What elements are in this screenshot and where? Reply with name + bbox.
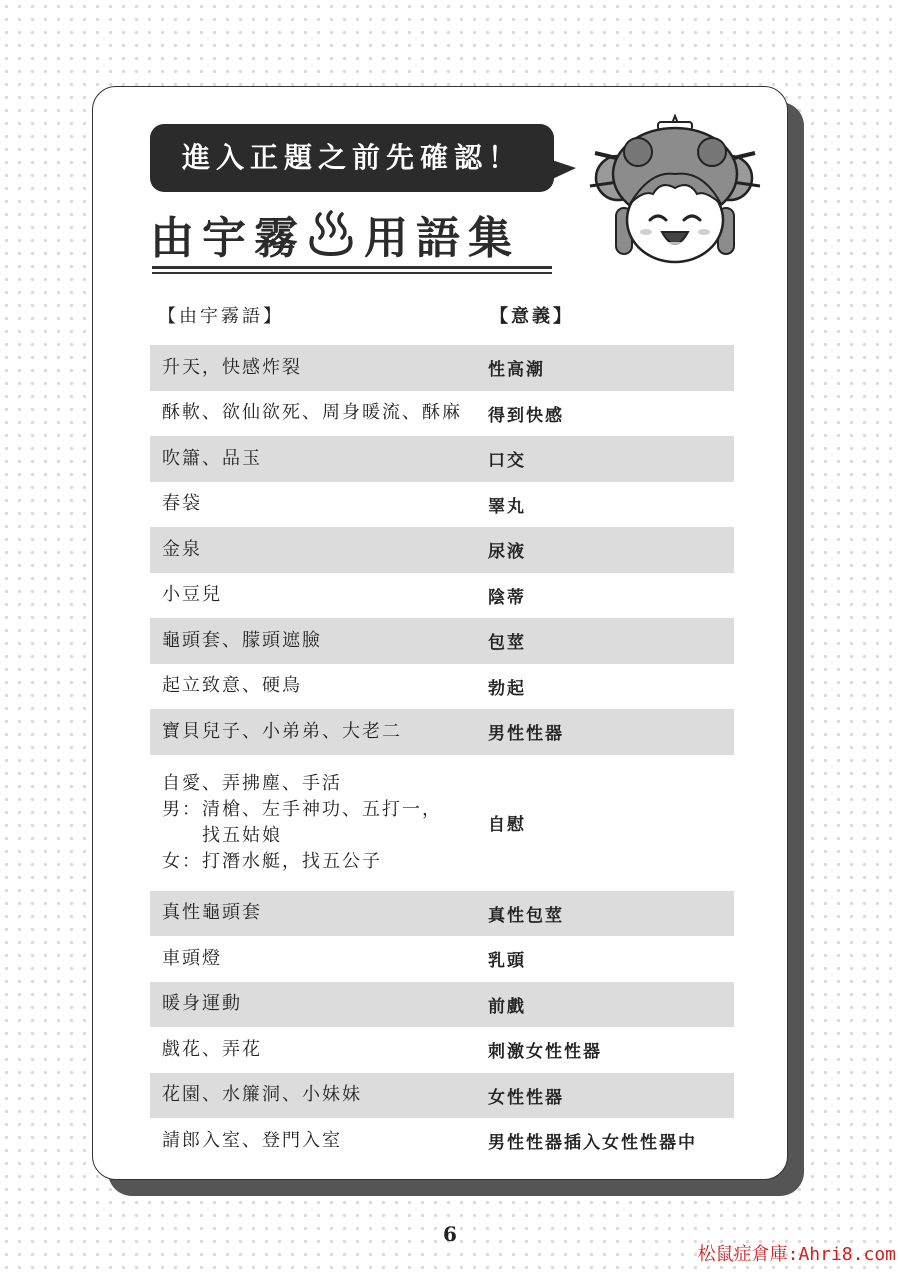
meaning-cell: 陰蒂 [488,587,526,608]
hot-spring-icon [306,210,356,258]
table-row [150,1027,734,1073]
meaning-cell: 睪丸 [488,496,526,517]
table-row [150,527,734,573]
term-cell: 車頭燈 [162,947,222,969]
meaning-cell: 刺激女性性器 [488,1042,602,1063]
meaning-cell: 性高潮 [488,360,545,381]
meaning-cell: 女性性器 [488,1087,564,1108]
speech-bubble-tail [546,158,576,182]
table-row [150,755,734,891]
column-header-term: 【由宇霧語】 [158,306,284,327]
meaning-cell: 男性性器 [488,724,564,745]
table-row [150,1118,734,1164]
meaning-cell: 包莖 [488,633,526,654]
glossary-table [150,345,734,1164]
table-row [150,482,734,528]
table-row [150,709,734,755]
term-cell: 小豆兒 [162,584,222,606]
table-row [150,436,734,482]
title-part-2: 用語集 [364,213,520,264]
watermark-text: 松鼠症倉庫:Ahri8.com [697,1244,896,1265]
term-cell: 戲花、弄花 [162,1038,262,1060]
meaning-cell: 自慰 [488,815,526,835]
term-cell: 暖身運動 [162,993,242,1015]
term-cell: 起立致意、硬鳥 [162,675,302,697]
page-number: 6 [443,1222,457,1246]
title-underline-thick [152,266,552,269]
meaning-cell: 得到快感 [488,405,564,426]
table-row [150,391,734,437]
table-header [150,302,734,326]
meaning-cell: 前戲 [488,996,526,1017]
speech-bubble: 進入正題之前先確認！ [150,124,554,192]
title-part-1: 由宇霧 [150,213,306,264]
term-cell: 金泉 [162,538,202,560]
column-header-meaning: 【意義】 [490,306,574,327]
table-row [150,573,734,619]
term-cell: 吹簫、品玉 [162,447,262,469]
term-cell: 請郎入室、登門入室 [162,1129,342,1151]
table-row [150,1073,734,1119]
page-title [150,206,560,262]
term-cell: 酥軟、欲仙欲死、周身暖流、酥麻 [162,402,462,424]
term-cell: 寶貝兒子、小弟弟、大老二 [162,720,402,742]
table-row [150,982,734,1028]
meaning-cell: 尿液 [488,542,526,563]
table-row [150,345,734,391]
mascot-character-illustration [580,108,770,278]
meaning-cell: 乳頭 [488,951,526,972]
table-row [150,618,734,664]
title-underline-thin [152,272,552,274]
table-row [150,891,734,937]
term-cell: 升天，快感炸裂 [162,356,302,378]
term-cell: 春袋 [162,493,202,515]
term-cell: 花園、水簾洞、小妹妹 [162,1084,362,1106]
meaning-cell: 口交 [488,451,526,472]
term-cell: 真性龜頭套 [162,902,262,924]
term-cell: 自愛、弄拂塵、手活 男：清槍、左手神功、五打一， 找五姑娘 女：打潛水艇，找五公子 [162,772,442,872]
term-cell: 龜頭套、朦頭遮臉 [162,629,322,651]
table-row [150,936,734,982]
meaning-cell: 真性包莖 [488,905,564,926]
meaning-cell: 勃起 [488,678,526,699]
meaning-cell: 男性性器插入女性性器中 [488,1133,697,1154]
table-row [150,664,734,710]
